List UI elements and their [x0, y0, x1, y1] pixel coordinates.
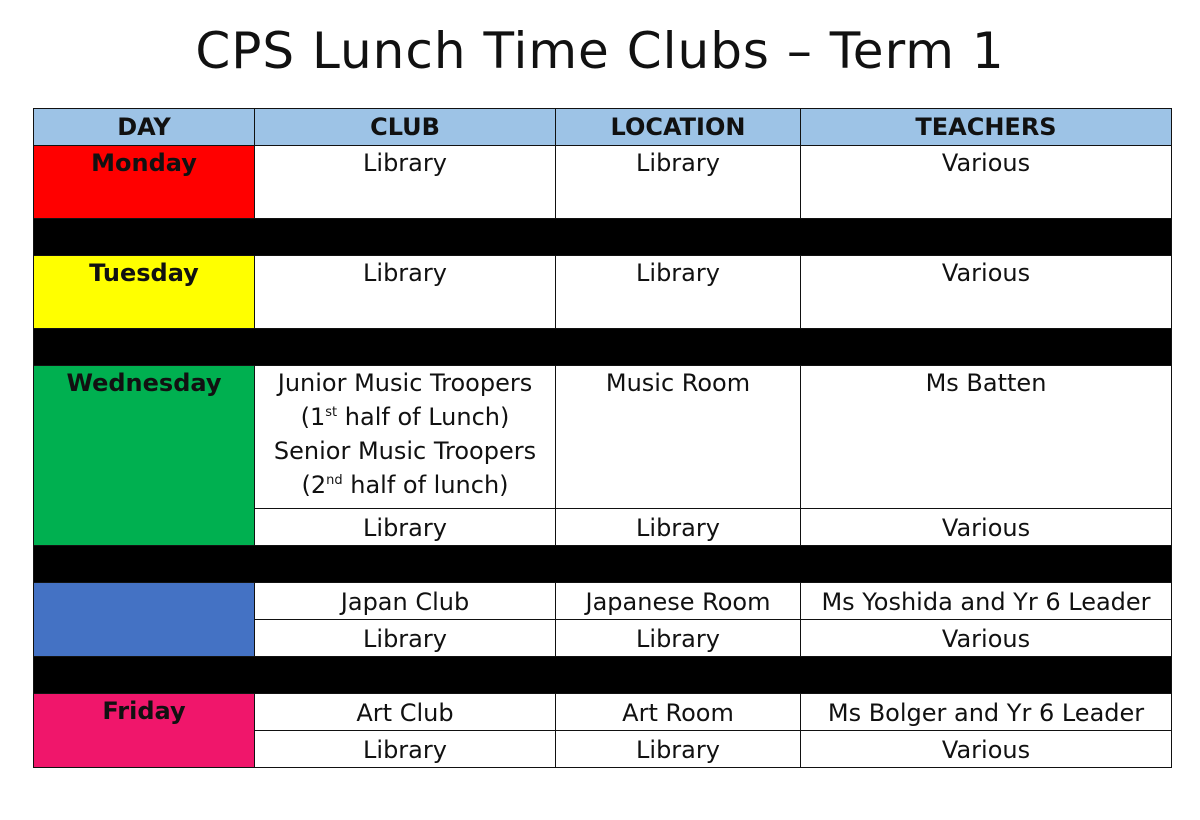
location-cell: Library: [556, 620, 801, 657]
separator-row: [34, 329, 1172, 366]
club-cell: Japan Club: [255, 583, 556, 620]
senior-music-troopers: Senior Music Troopers: [273, 437, 537, 465]
header-teachers: TEACHERS: [801, 109, 1172, 146]
tuesday-row: [34, 256, 1172, 329]
teachers-cell: Ms Yoshida and Yr 6 Leader: [801, 583, 1172, 620]
club-cell: Art Club: [255, 694, 556, 731]
header-row: [34, 109, 1172, 146]
header-day: DAY: [34, 109, 255, 146]
location-cell: Music Room: [556, 366, 801, 509]
separator-row: [34, 546, 1172, 583]
club-cell-music: [255, 366, 556, 509]
location-cell: Library: [556, 509, 801, 546]
location-cell: Library: [556, 146, 801, 219]
friday-row-art: [34, 694, 1172, 731]
day-thursday: [34, 583, 255, 657]
thursday-row-japan: [34, 583, 1172, 620]
location-cell: Japanese Room: [556, 583, 801, 620]
teachers-cell: Ms Batten: [801, 366, 1172, 509]
junior-music-troopers: Junior Music Troopers: [277, 369, 533, 397]
location-cell: Library: [556, 731, 801, 768]
teachers-cell: Various: [801, 620, 1172, 657]
clubs-table: [33, 108, 1172, 768]
senior-timing: (2nd half of lunch): [301, 471, 509, 499]
location-cell: Art Room: [556, 694, 801, 731]
club-cell: Library: [255, 731, 556, 768]
teachers-cell: Various: [801, 731, 1172, 768]
day-wednesday: Wednesday: [34, 366, 255, 546]
separator-bar: [34, 546, 1172, 583]
teachers-cell: Various: [801, 256, 1172, 329]
separator-row: [34, 657, 1172, 694]
club-cell: Library: [255, 256, 556, 329]
page-title: CPS Lunch Time Clubs – Term 1: [195, 22, 1005, 80]
wednesday-row-music: [34, 366, 1172, 509]
header-location: LOCATION: [556, 109, 801, 146]
monday-row: [34, 146, 1172, 219]
separator-row: [34, 219, 1172, 256]
teachers-cell: Various: [801, 509, 1172, 546]
header-club: CLUB: [255, 109, 556, 146]
club-cell: Library: [255, 509, 556, 546]
separator-bar: [34, 219, 1172, 256]
junior-timing: (1st half of Lunch): [300, 403, 510, 431]
day-tuesday: Tuesday: [34, 256, 255, 329]
teachers-cell: Ms Bolger and Yr 6 Leader: [801, 694, 1172, 731]
location-cell: Library: [556, 256, 801, 329]
day-monday: Monday: [34, 146, 255, 219]
club-cell: Library: [255, 146, 556, 219]
club-cell: Library: [255, 620, 556, 657]
separator-bar: [34, 657, 1172, 694]
teachers-cell: Various: [801, 146, 1172, 219]
day-friday: Friday: [34, 694, 255, 768]
separator-bar: [34, 329, 1172, 366]
